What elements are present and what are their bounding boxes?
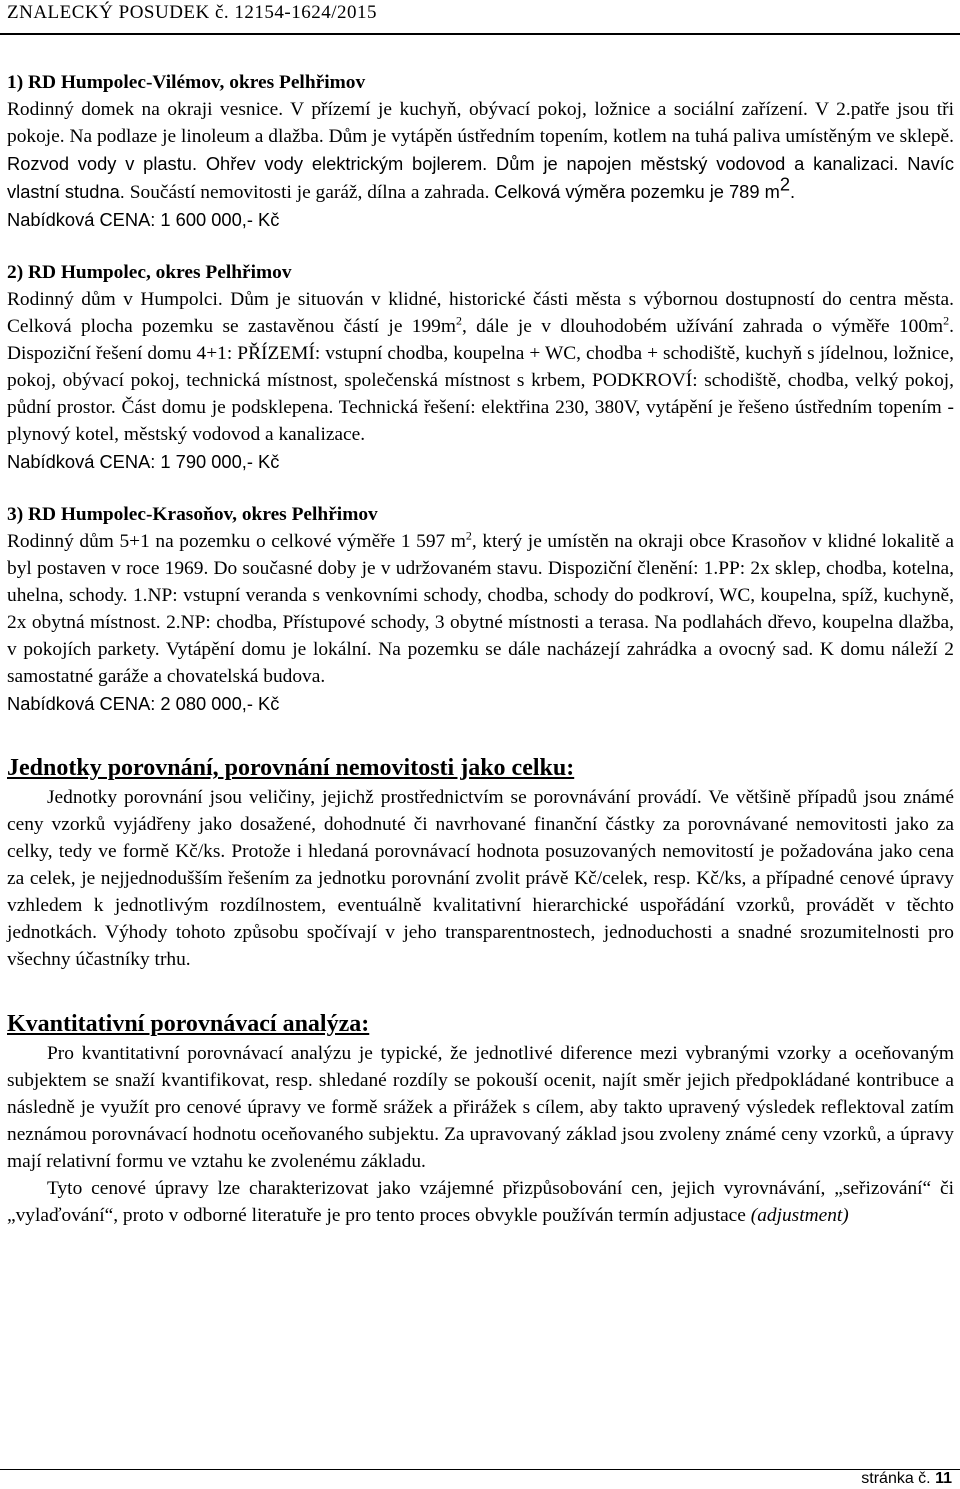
listing-1-price: Nabídková CENA: 1 600 000,- Kč bbox=[7, 209, 280, 230]
header-divider bbox=[0, 33, 960, 35]
page-number: 11 bbox=[935, 1470, 952, 1487]
listing-2-sup-b: 2 bbox=[943, 313, 950, 328]
section-quantitative-analysis-title: Kvantitativní porovnávací analýza: bbox=[7, 1011, 370, 1037]
para-2-text: Tyto cenové úpravy lze charakterizovat jako vzájemné přizpůsobování cen, jejich vyrovnávání, „seřizování“ či „vylaďování“, proto v odborné literatuře je pro tento proces obvykle používán termín adjustace bbox=[7, 1178, 954, 1226]
listing-3-text-b: , který je umístěn na okraji obce Krasoňov v klidné lokalitě a byl postaven v roce 1969. Do současné doby je v udržovaném stavu. Dispoziční členění: 1.PP: 2x sklep, chodba, kotelna, uhelna, schody. 1.NP: vstupní veranda s venkovními schody, chodba, schody do podkroví, WC, koupelna, spíž, kuchyně, 2x obytná místnost. 2.NP: chodba, Přístupové schody, 3 obytné místnosti a terasa. Na podlahách dřevo, koupelna dlažba, v pokojích parkety. Vytápění domu je lokální. Na pozemku se dále nacházejí zahrádka a ovocný sad. K domu náleží 2 samostatné garáže a chovatelská budova. bbox=[7, 531, 954, 687]
listing-3-price: Nabídková CENA: 2 080 000,- Kč bbox=[7, 693, 280, 714]
listing-2-price: Nabídková CENA: 1 790 000,- Kč bbox=[7, 451, 280, 472]
listing-2-description bbox=[7, 286, 954, 448]
listing-2-text-a: Rodinný dům v Humpolci. Dům je situován v klidné, historické části města s výbornou dostupností do centra města. Celková plocha pozemku se zastavěnou částí je 199m bbox=[7, 289, 954, 337]
section-quantitative-analysis-para-2 bbox=[7, 1175, 954, 1229]
listing-1-text: Rodinný domek na okraji vesnice. V přízemí je kuchyň, obývací pokoj, ložnice a sociální zařízení. V 2.patře jsou tři pokoje. Na podlaze je linoleum a dlažba. Dům je vytápěn ústředním topením, kotlem na tuhá paliva umístěným ve sklepě. bbox=[7, 99, 954, 147]
section-comparison-units-title: Jednotky porovnání, porovnání nemovitosti jako celku: bbox=[7, 755, 575, 781]
document-body bbox=[7, 69, 954, 1229]
listing-1-text-sans: Rozvod vody v plastu. Ohřev vody elektrickým bojlerem. Dům je napojen městský vodovod a kanalizaci. Navíc vlastní studna. bbox=[7, 153, 954, 202]
listing-2-heading: 2) RD Humpolec, okres Pelhřimov bbox=[7, 262, 292, 283]
listing-1-area-sup: 2 bbox=[779, 173, 790, 195]
section-quantitative-analysis-para-1: Pro kvantitativní porovnávací analýzu je typické, že jednotlivé diference mezi vybranými vzorky a oceňovaným subjektem se snaží kvantifikovat, resp. shledané rozdíly se pokouší ocenit, najít směr jejich předpokládané kontribuce a následně je využít pro cenové úpravy ve formě srážek a přirážek s cílem, aby takto upravený výsledek reflektoval zatím neznámou porovnávací hodnotu oceňovaného subjektu. Za upravovaný základ jsou zvoleny známé ceny vzorků, a úpravy mají relativní formu ve vztahu ke zvolenému základu. bbox=[7, 1043, 954, 1172]
listing-3-text-a: Rodinný dům 5+1 na pozemku o celkové výměře 1 597 m bbox=[7, 531, 466, 552]
para-2-italic-term: (adjustment) bbox=[750, 1205, 849, 1226]
page-label: stránka č. bbox=[861, 1470, 931, 1487]
footer-divider bbox=[0, 1469, 960, 1470]
listing-1-description bbox=[7, 96, 954, 206]
document-header: ZNALECKÝ POSUDEK č. 12154-1624/2015 bbox=[7, 2, 378, 23]
listing-1-text-2: Součástí nemovitosti je garáž, dílna a zahrada. bbox=[129, 182, 490, 203]
listing-1-area: Celková výměra pozemku je 789 m bbox=[494, 181, 780, 202]
listing-2-text-c: . Dispoziční řešení domu 4+1: PŘÍZEMÍ: vstupní chodba, koupelna + WC, chodba + schodiště, kuchyň s jídelnou, ložnice, pokoj, obývací pokoj, technická místnost, společenská místnost s krbem, PODKROVÍ: schodiště, chodba, velký pokoj, půdní prostor. Část domu je podsklepena. Technická řešení: elektřina 230, 380V, vytápění je řešeno ústředním topením - plynový kotel, městský vodovod a kanalizace. bbox=[7, 316, 954, 445]
listing-1-area-end: . bbox=[789, 181, 796, 202]
listing-3-sup-a: 2 bbox=[465, 528, 472, 543]
page-footer bbox=[861, 1470, 952, 1488]
listing-3-description bbox=[7, 528, 954, 690]
listing-2-sup-a: 2 bbox=[455, 313, 462, 328]
listing-2-text-b: , dále je v dlouhodobém užívání zahrada o výměře 100m bbox=[461, 316, 944, 337]
listing-3-heading: 3) RD Humpolec-Krasoňov, okres Pelhřimov bbox=[7, 504, 378, 525]
listing-1-heading: 1) RD Humpolec-Vilémov, okres Pelhřimov bbox=[7, 72, 366, 93]
section-comparison-units-body: Jednotky porovnání jsou veličiny, jejichž prostřednictvím se porovnávání provádí. Ve většině případů jsou známé ceny vzorků vyjádřeny jako dosažené, dohodnuté či navrhované finanční částky za porovnávané nemovitosti jako za celky, tedy ve formě Kč/ks. Protože i hledaná porovnávací hodnota posuzovaných nemovitostí je požadována jako cena za celek, je nejjednodušším řešením za jednotku porovnání zvolit právě Kč/celek, resp. Kč/ks, a případné cenové úpravy vzhledem k jednotlivým rozdílnostem, eventuálně kvalitativní hierarchické uspořádání vzorků, provádět v těchto jednotkách. Výhody tohoto způsobu spočívají v jeho transparentnostech, jednoduchosti a snadné srozumitelnosti pro všechny účastníky trhu. bbox=[7, 787, 954, 970]
